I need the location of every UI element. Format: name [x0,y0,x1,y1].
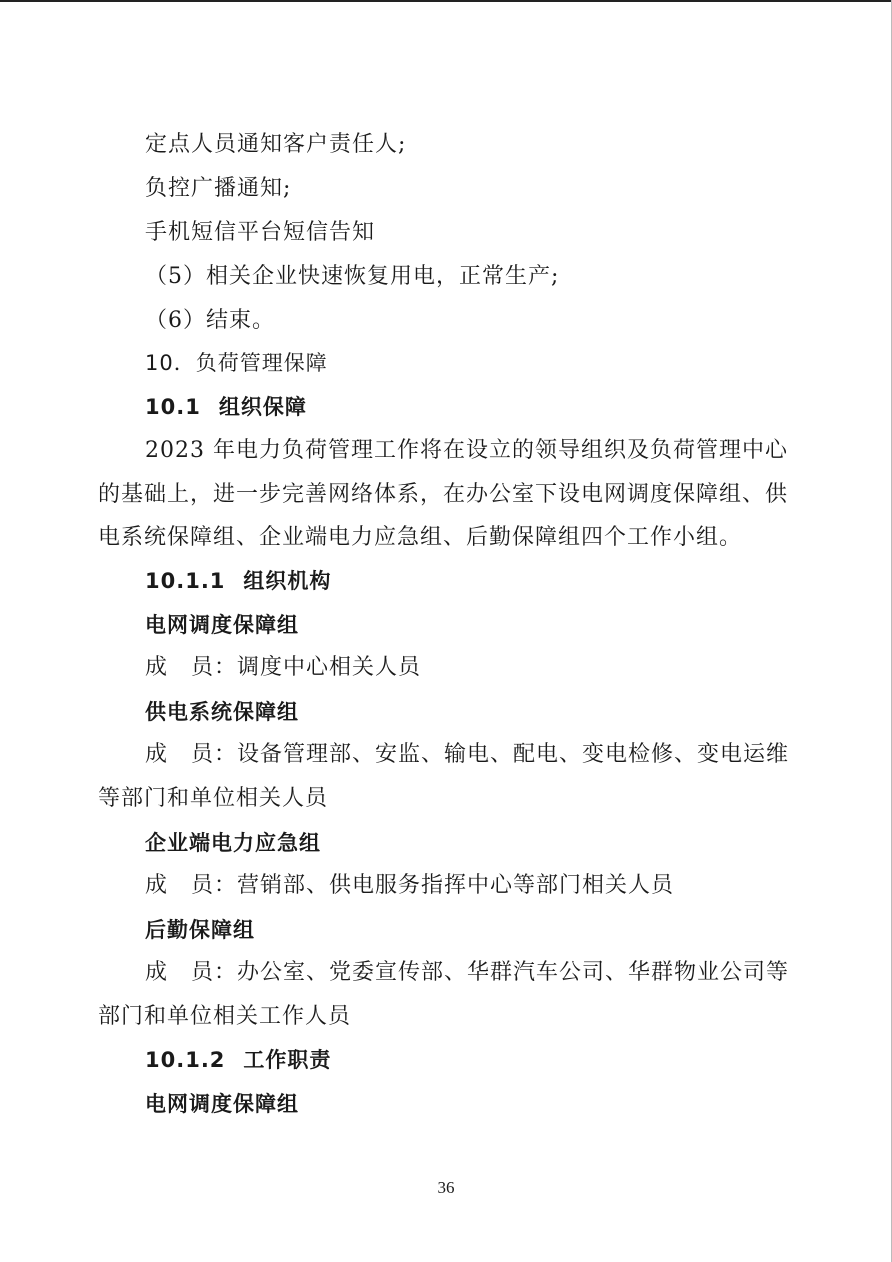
heading-text: 组织保障 [218,395,307,419]
group-title: 企业端电力应急组 [145,831,321,855]
group-title: 供电系统保障组 [145,700,299,724]
group-members: 成 员：调度中心相关人员 [145,655,422,680]
text-line: （5）相关企业快速恢复用电，正常生产; [145,264,560,289]
heading-number: 10.1.2 [145,1048,226,1072]
group-title: 后勤保障组 [145,918,255,942]
paragraph-line: 2023 年电力负荷管理工作将在设立的领导组织及负荷管理中心 [145,438,788,463]
text-line: （6）结束。 [145,308,275,333]
page-number: 36 [437,1178,455,1197]
section-heading-10-1-1 [145,566,331,596]
text-line: 负控广播通知; [145,176,292,201]
group-members: 成 员：营销部、供电服务指挥中心等部门相关人员 [145,873,675,898]
section-heading-10: 10．负荷管理保障 [145,351,328,375]
section-heading-10-1 [145,392,307,422]
heading-text: 组织机构 [243,569,332,593]
text-line: 定点人员通知客户责任人; [145,132,407,157]
text-line: 手机短信平台短信告知 [145,220,376,245]
section-heading-10-1-2 [145,1045,331,1075]
paragraph-line: 的基础上，进一步完善网络体系，在办公室下设电网调度保障组、供 [98,482,789,507]
group-members: 成 员：办公室、党委宣传部、华群汽车公司、华群物业公司等 [145,960,790,985]
page-top-border [0,0,892,2]
group-title: 电网调度保障组 [145,613,299,637]
paragraph-line: 电系统保障组、企业端电力应急组、后勤保障组四个工作小组。 [98,525,743,550]
group-members: 成 员：设备管理部、安监、输电、配电、变电检修、变电运维 [145,742,790,767]
heading-number: 10.1 [145,395,201,419]
heading-number: 10.1.1 [145,569,226,593]
group-members: 等部门和单位相关人员 [98,786,329,811]
group-title: 电网调度保障组 [145,1092,299,1116]
group-members: 部门和单位相关工作人员 [98,1004,352,1029]
heading-text: 工作职责 [243,1048,332,1072]
